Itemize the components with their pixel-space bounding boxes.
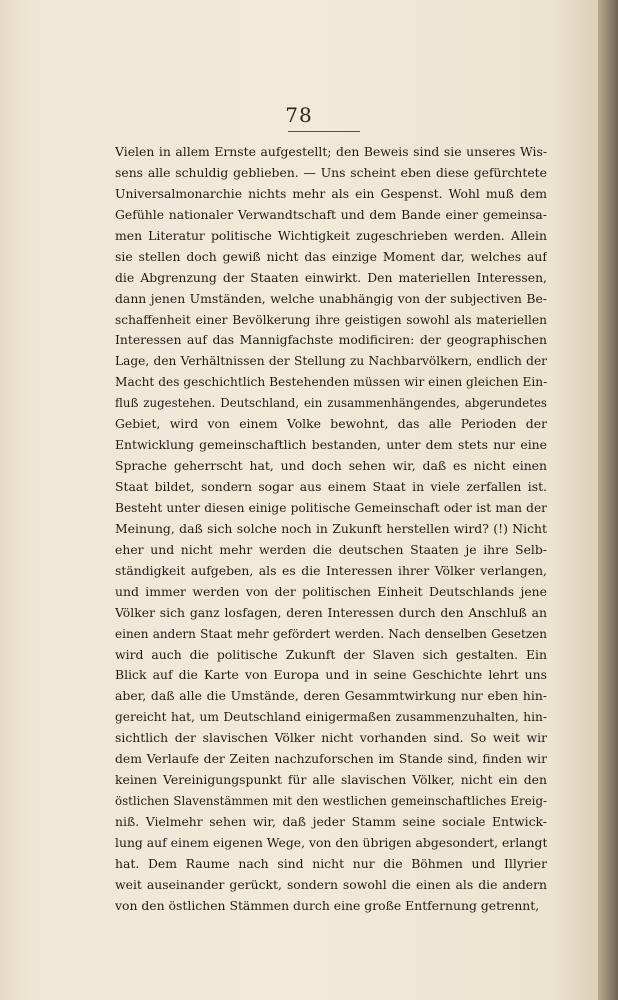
page-number: 78 [285,103,313,127]
text-line: keinen Vereinigungspunkt für alle slavischen Völker, nicht ein den [115,772,547,788]
text-line: hat. Dem Raume nach sind nicht nur die Böhmen und Illyrier [115,855,547,871]
text-line: Lage, den Verhältnissen der Stellung zu Nachbarvölkern, endlich der [115,354,547,369]
text-line: sie stellen doch gewiß nicht das einzige Moment dar, welches auf [115,248,547,264]
text-line: weit auseinander gerückt, sondern sowohl die einen als die andern [115,876,547,892]
text-line: schaffenheit einer Bevölkerung ihre geistigen sowohl als materiellen [115,312,547,327]
text-line: Meinung, daß sich solche noch in Zukunft herstellen wird? (!) Nicht [115,520,547,536]
text-line: gereicht hat, um Deutschland einigermaßen zusammenzuhalten, hin- [115,710,547,725]
text-line: aber, daß alle die Umstände, deren Gesammtwirkung nur eben hin- [115,688,547,704]
text-line: sens alle schuldig geblieben. — Uns scheint eben diese gefürchtete [115,164,547,180]
text-line: östlichen Slavenstämmen mit den westlichen gemeinschaftliches Ereig- [115,794,547,809]
text-line: lung auf einem eigenen Wege, von den übrigen abgesondert, erlangt [115,834,547,850]
text-line: ständigkeit aufgeben, als es die Interessen ihrer Völker verlangen, [115,562,547,578]
text-line: einen andern Staat mehr gefördert werden. Nach denselben Gesetzen [115,626,547,641]
text-line: Vielen in allem Ernste aufgestellt; den Beweis sind sie unseres Wis- [115,144,547,159]
text-line: Macht des geschichtlich Bestehenden müssen wir einen gleichen Ein- [115,375,547,390]
text-line: Besteht unter diesen einige politische Gemeinschaft oder ist man der [115,500,547,515]
text-line: sichtlich der slavischen Völker nicht vorhanden sind. So weit wir [115,730,547,746]
text-line: dem Verlaufe der Zeiten nachzuforschen im Stande sind, finden wir [115,751,547,767]
text-line: Universalmonarchie nichts mehr als ein Gespenst. Wohl muß dem [115,185,547,201]
text-line: Gefühle nationaler Verwandtschaft und dem Bande einer gemeinsa- [115,206,547,222]
text-line: eher und nicht mehr werden die deutschen Staaten je ihre Selb- [115,541,547,557]
page-number-rule [288,131,360,132]
text-line: dann jenen Umständen, welche unabhängig von der subjectiven Be- [115,290,547,306]
text-line: fluß zugestehen. Deutschland, ein zusammenhängendes, abgerundetes [115,396,547,411]
text-line: men Literatur politische Wichtigkeit zugeschrieben werden. Allein [115,227,547,243]
text-line: Interessen auf das Mannigfachste modificiren: der geographischen [115,332,547,348]
text-line: Gebiet, wird von einem Volke bewohnt, das alle Perioden der [115,416,547,432]
text-line: Staat bildet, sondern sogar aus einem Staat in viele zerfallen ist. [115,479,547,494]
text-line: von den östlichen Stämmen durch eine große Entfernung getrennt, [115,897,540,913]
text-line: und immer werden von der politischen Einheit Deutschlands jene [115,583,547,599]
text-line: wird auch die politische Zukunft der Slaven sich gestalten. Ein [115,646,547,662]
text-line: die Abgrenzung der Staaten einwirkt. Den materiellen Interessen, [115,269,547,285]
text-line: Blick auf die Karte von Europa und in seine Geschichte lehrt uns [115,667,547,683]
text-line: Entwicklung gemeinschaftlich bestanden, unter dem stets nur eine [115,437,547,453]
scan-edge [598,0,618,1000]
text-line: Völker sich ganz losfagen, deren Interessen durch den Anschluß an [115,604,547,620]
body-text [115,142,547,917]
text-line: Sprache geherrscht hat, und doch sehen wir, daß es nicht einen [115,458,547,474]
text-line: niß. Vielmehr sehen wir, daß jeder Stamm seine sociale Entwick- [115,814,547,829]
